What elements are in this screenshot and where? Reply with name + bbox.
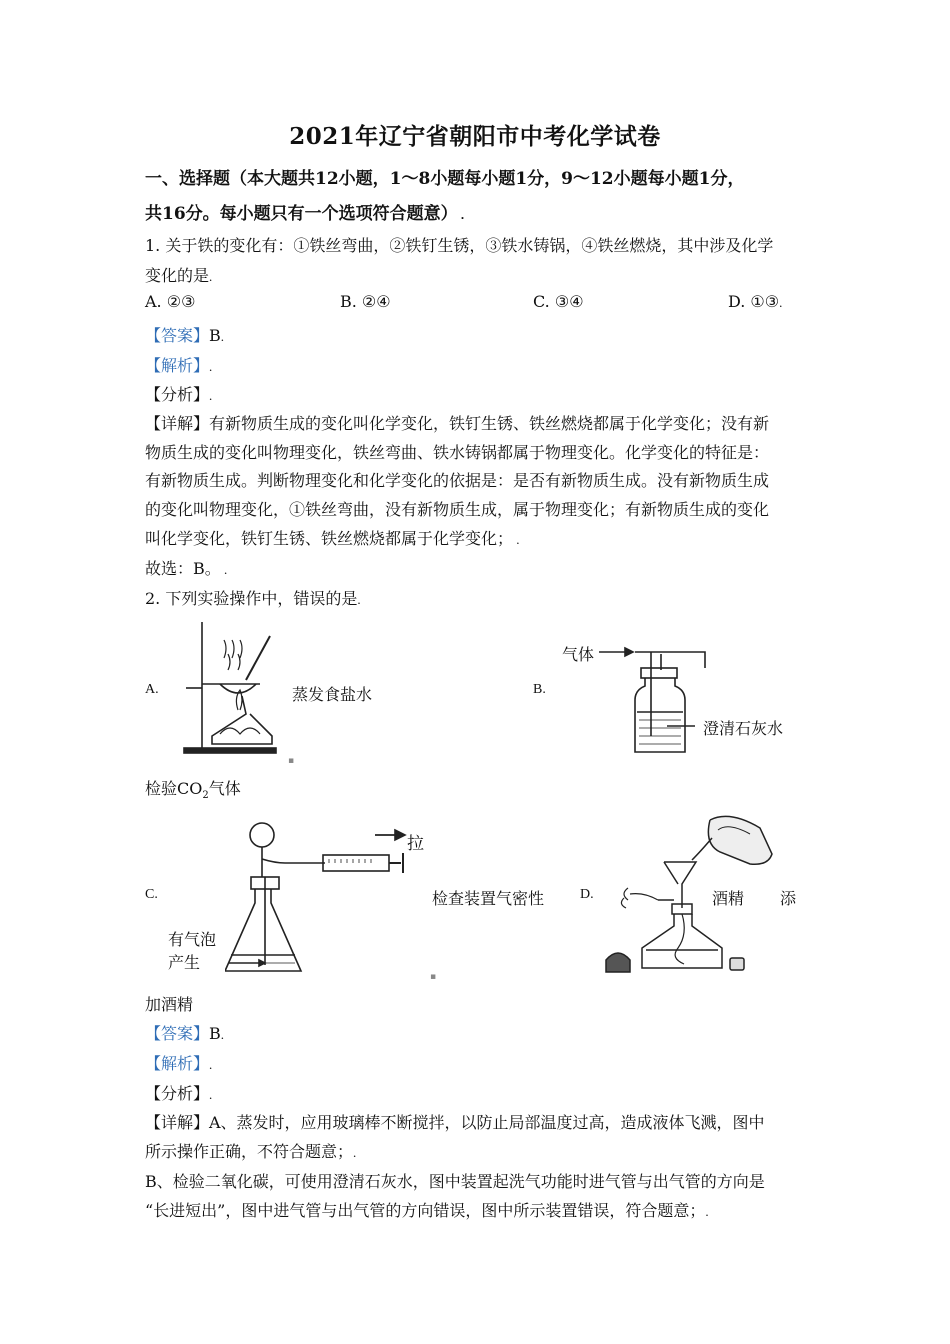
gas-washing-bottle-figure: [595, 640, 715, 760]
q2-option-c-caption: 检查装置气密性: [432, 889, 545, 908]
q2-answer: 【答案】B.: [145, 1024, 225, 1043]
q2-analysis: 【解析】.: [145, 1054, 213, 1073]
pull-label: 拉: [407, 834, 424, 854]
bubble-label-line1: 有气泡: [168, 930, 217, 949]
paragraph-mark: ▪: [288, 756, 295, 766]
q2-stem: 2. 下列实验操作中，错误的是.: [145, 589, 361, 608]
q2-option-a-caption: 蒸发食盐水: [292, 685, 373, 704]
q2-option-b-caption: 检验$CO_2$气体: [145, 779, 241, 802]
section-heading-line1: 一、选择题（本大题共12小题，1～8小题每小题1分，9～12小题每小题1分，: [145, 169, 745, 189]
paragraph-mark: ▪: [430, 972, 437, 982]
q1-stem-line1: 1. 关于铁的变化有：①铁丝弯曲，②铁钉生锈，③铁水铸锅，④铁丝燃烧，其中涉及化学: [145, 236, 774, 255]
q1-option-d: D. ①③.: [728, 292, 783, 311]
gas-inlet-label: 气体: [562, 645, 595, 664]
q1-stem-line2: 变化的是.: [145, 266, 213, 285]
q2-detail-line4: “长进短出”，图中进气管与出气管的方向错误，图中所示装置错误，符合题意；.: [145, 1201, 709, 1220]
q2-fenxi: 【分析】.: [145, 1084, 213, 1103]
alcohol-lamp-figure: [600, 808, 780, 978]
q2-detail-line1: 【详解】A、蒸发时，应用玻璃棒不断搅拌，以防止局部温度过高，造成液体飞溅，图中: [145, 1113, 765, 1132]
q2-option-c-label: C.: [145, 887, 158, 902]
q1-detail-line5: 叫化学变化，铁钉生锈、铁丝燃烧都属于化学变化； .: [145, 529, 520, 548]
q1-fenxi: 【分析】.: [145, 385, 213, 404]
q2-detail-line2: 所示操作正确，不符合题意；.: [145, 1142, 357, 1161]
q1-option-b: B. ②④: [340, 292, 391, 311]
q1-detail-line1: 【详解】有新物质生成的变化叫化学变化，铁钉生锈、铁丝燃烧都属于化学变化；没有新: [145, 414, 770, 433]
q2-option-a-label: A.: [145, 682, 159, 697]
alcohol-label: 酒精: [712, 889, 745, 908]
q1-detail-line3: 有新物质生成。判断物理变化和化学变化的依据是：是否有新物质生成。没有新物质生成: [145, 471, 770, 490]
q1-option-a: A. ②③: [145, 292, 196, 311]
q1-conclusion: 故选：B。 .: [145, 559, 228, 578]
limewater-label: 澄清石灰水: [703, 719, 784, 738]
section-heading-line2: 共16分。每小题只有一个选项符合题意） .: [145, 204, 465, 224]
q2-detail-line3: B、检验二氧化碳，可使用澄清石灰水，图中装置起洗气功能时进气管与出气管的方向是: [145, 1172, 765, 1191]
q1-detail-line4: 的变化叫物理变化，①铁丝弯曲，没有新物质生成，属于物理变化；有新物质生成的变化: [145, 500, 770, 519]
q2-option-d-caption-part1: 添: [780, 889, 797, 908]
q2-option-b-label: B.: [533, 682, 546, 697]
q1-option-c: C. ③④: [533, 292, 584, 311]
airtightness-check-figure: [225, 815, 425, 980]
q1-analysis: 【解析】.: [145, 356, 213, 375]
bubble-label-line2: 产生: [168, 953, 201, 972]
evaporation-apparatus-figure: [180, 618, 280, 758]
q2-option-d-caption-part2: 加酒精: [145, 995, 194, 1014]
q1-detail-line2: 物质生成的变化叫物理变化，铁丝弯曲、铁水铸锅都属于物理变化。化学变化的特征是：: [145, 443, 770, 462]
q1-answer: 【答案】B.: [145, 326, 225, 345]
q2-option-d-label: D.: [580, 887, 594, 902]
page-title: 2021年辽宁省朝阳市中考化学试卷: [289, 123, 661, 150]
